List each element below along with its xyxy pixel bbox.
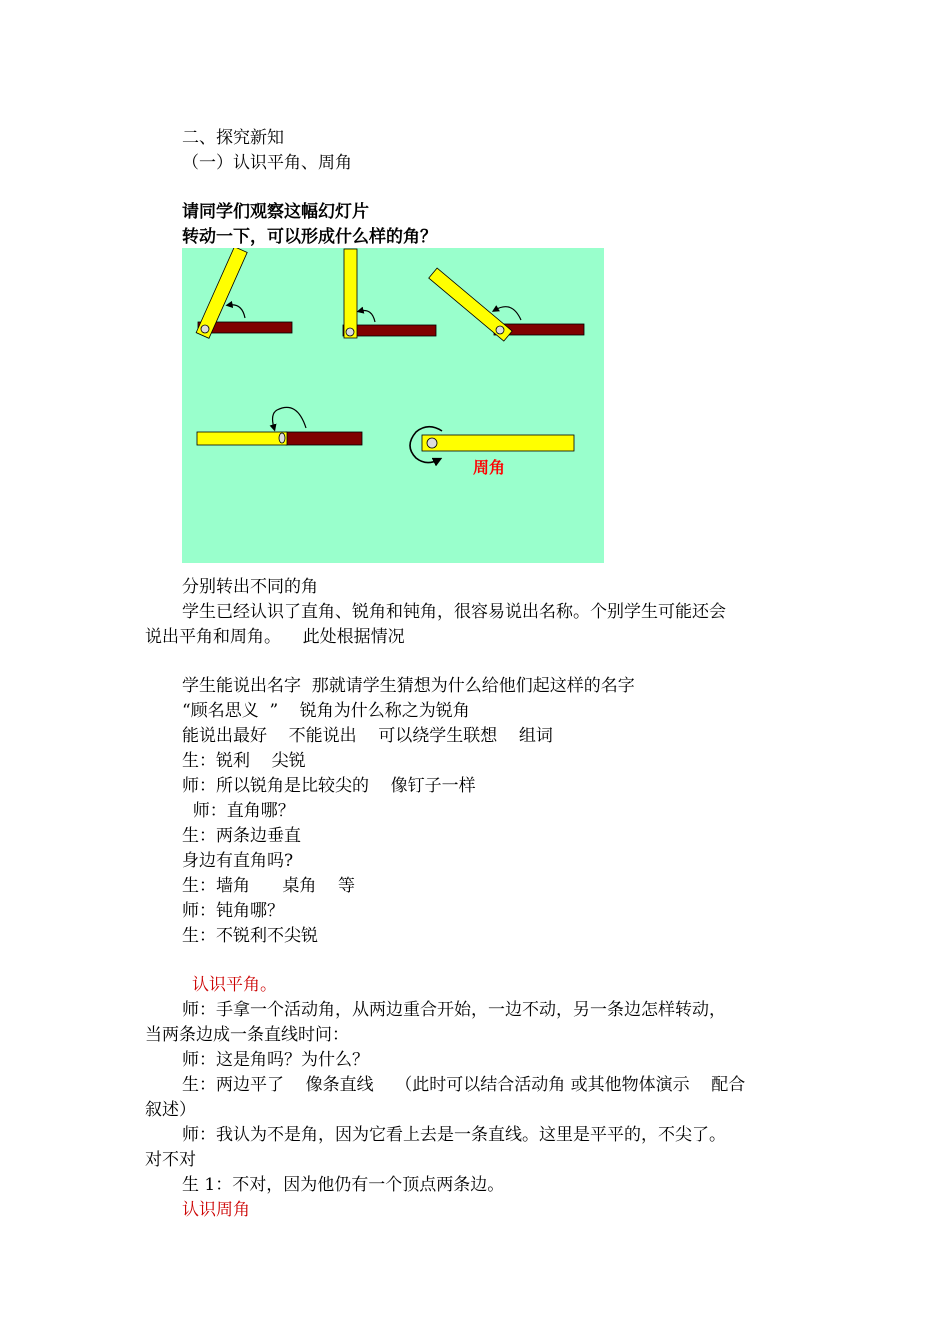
full-angle-model xyxy=(410,427,574,477)
rotating-angle-figure xyxy=(182,248,604,563)
dialogue-line: 叙述） xyxy=(145,1100,196,1120)
angle-diagram xyxy=(182,248,604,563)
slide-intro-line-1: 请同学们观察这幅幻灯片 xyxy=(182,202,369,222)
dialogue-line: 师：这是角吗？为什么？ xyxy=(182,1050,369,1070)
paragraph-line: 能说出最好 不能说出 可以绕学生联想 组词 xyxy=(182,726,553,746)
pivot xyxy=(427,438,437,448)
pivot xyxy=(201,325,209,333)
dialogue-line: 身边有直角吗? xyxy=(182,851,294,871)
obtuse-angle-model xyxy=(429,268,584,341)
paragraph-line: “顾名思义 ” 锐角为什么称之为锐角 xyxy=(182,701,470,721)
straight-angle-model xyxy=(197,407,362,445)
dialogue-line: 生 1：不对，因为他仍有一个顶点两条边。 xyxy=(182,1175,505,1195)
rotation-arrow xyxy=(273,407,306,428)
section-title-full-angle: 认识周角 xyxy=(182,1200,250,1220)
moving-arm xyxy=(197,432,287,445)
dialogue-line: 对不对 xyxy=(145,1150,196,1170)
rotation-arrow xyxy=(229,305,245,318)
moving-arm xyxy=(344,249,357,338)
rotation-arrow xyxy=(495,307,521,320)
slide-intro-line-2: 转动一下，可以形成什么样的角？ xyxy=(182,227,437,247)
dialogue-line: 师：我认为不是角，因为它看上去是一条直线。这里是平平的，不尖了。 xyxy=(182,1125,726,1145)
full-angle-label: 周角 xyxy=(473,458,506,477)
subsection-heading: （一）认识平角、周角 xyxy=(182,153,352,173)
dialogue-line: 生：两条边垂直 xyxy=(182,826,301,846)
dialogue-line: 师：钝角哪？ xyxy=(182,901,284,921)
dialogue-line: 生：墙角 桌角 等 xyxy=(182,876,356,896)
dialogue-line: 师：直角哪？ xyxy=(182,801,295,821)
dialogue-line: 师：所以锐角是比较尖的 像钉子一样 xyxy=(182,776,476,796)
paragraph-line: 分别转出不同的角 xyxy=(182,577,318,597)
paragraph-line: 当两条边成一条直线时问： xyxy=(145,1025,349,1045)
paragraph-line: 学生已经认识了直角、锐角和钝角，很容易说出名称。个别学生可能还会 xyxy=(182,602,726,622)
paragraph-line: 说出平角和周角。 此处根据情况 xyxy=(145,627,405,647)
acute-angle-model xyxy=(196,248,292,338)
section-heading: 二、探究新知 xyxy=(182,128,284,148)
paragraph-line: 学生能说出名字 那就请学生猜想为什么给他们起这样的名字 xyxy=(182,676,635,696)
paragraph-line: 师：手拿一个活动角，从两边重合开始，一边不动，另一条边怎样转动， xyxy=(182,1000,726,1020)
section-title-straight-angle: 认识平角。 xyxy=(192,975,277,995)
dialogue-line: 生：锐利 尖锐 xyxy=(182,751,306,771)
pivot xyxy=(346,328,354,336)
moving-arm xyxy=(422,435,574,451)
right-angle-model xyxy=(343,249,436,338)
dialogue-line: 生：不锐利不尖锐 xyxy=(182,926,318,946)
pivot xyxy=(279,433,285,443)
pivot xyxy=(496,326,504,334)
rotation-arrow xyxy=(360,310,375,322)
dialogue-line: 生：两边平了 像条直线 （此时可以结合活动角 或其他物体演示 配合 xyxy=(182,1075,746,1095)
fixed-arm xyxy=(286,432,362,445)
